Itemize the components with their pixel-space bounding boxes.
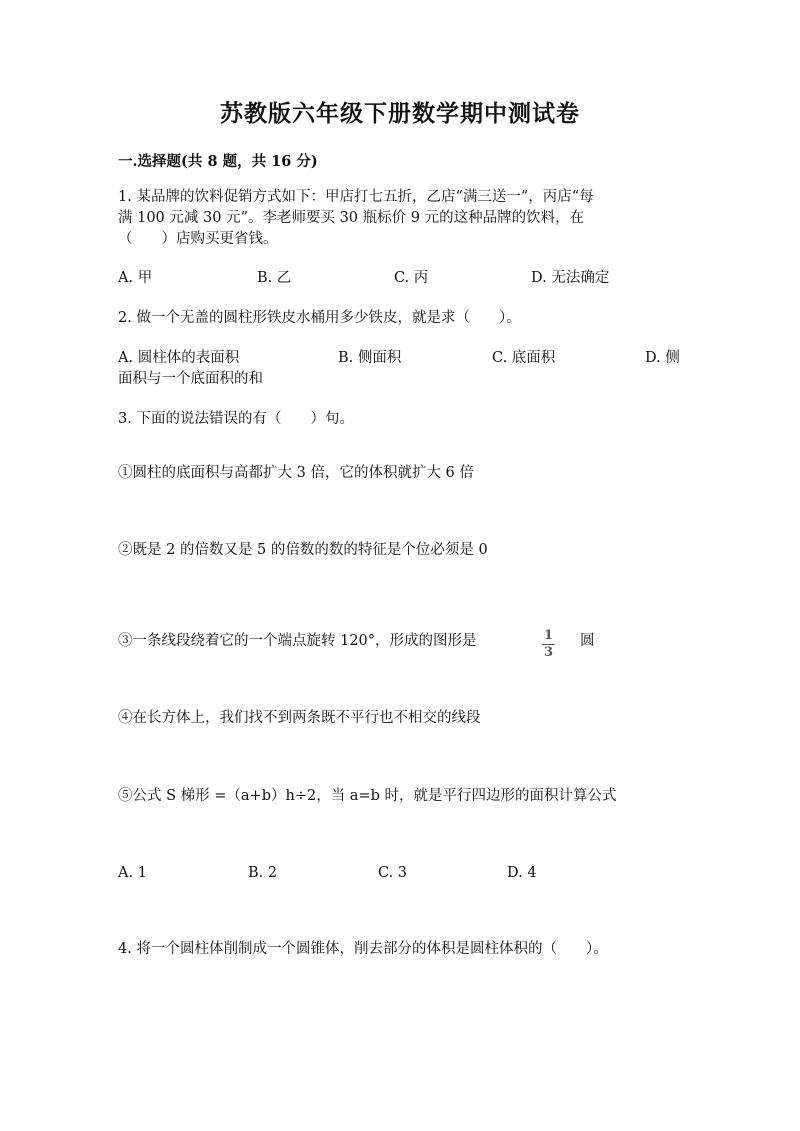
question-1-option-b[interactable]: B. 乙 (257, 270, 292, 286)
question-1-option-c[interactable]: C. 丙 (394, 270, 429, 286)
question-2-option-d-continued: 面积与一个底面积的和 (118, 371, 263, 387)
question-4-stem: 4. 将一个圆柱体削制成一个圆锥体，削去部分的体积是圆柱体积的（ ）。 (118, 941, 608, 957)
question-3-stem: 3. 下面的说法错误的有（ ）句。 (118, 411, 354, 427)
statement-4: ④在长方体上，我们找不到两条既不平行也不相交的线段 (118, 710, 481, 726)
question-2-option-d[interactable]: D. 侧 (645, 350, 680, 366)
question-1-line-1: 1. 某品牌的饮料促销方式如下：甲店打七五折，乙店“满三送一”，丙店“每 (118, 189, 594, 205)
statement-5: ⑤公式 S 梯形 =（a+b）h÷2，当 a=b 时，就是平行四边形的面积计算公式 (118, 788, 617, 804)
question-3-option-a[interactable]: A. 1 (118, 865, 147, 881)
question-1-line-3: （ ）店购买更省钱。 (118, 231, 278, 247)
fraction-numerator: 1 (544, 628, 554, 643)
question-1-option-a[interactable]: A. 甲 (118, 270, 153, 286)
question-3-option-b[interactable]: B. 2 (248, 865, 278, 881)
question-3-option-d[interactable]: D. 4 (507, 865, 537, 881)
statement-1: ①圆柱的底面积与高都扩大 3 倍，它的体积就扩大 6 倍 (118, 465, 474, 481)
question-1-line-2: 满 100 元减 30 元”。李老师要买 30 瓶标价 9 元的这种品牌的饮料，在 (118, 210, 585, 226)
question-1-option-d[interactable]: D. 无法确定 (531, 270, 610, 286)
question-2-option-a[interactable]: A. 圆柱体的表面积 (118, 350, 240, 366)
statement-2: ②既是 2 的倍数又是 5 的倍数的数的特征是个位必须是 0 (118, 542, 488, 558)
fraction-one-third (542, 624, 555, 661)
fraction-denominator: 3 (544, 645, 554, 660)
page-title: 苏教版六年级下册数学期中测试卷 (220, 100, 580, 127)
question-2-option-c[interactable]: C. 底面积 (492, 350, 556, 366)
question-2-stem: 2. 做一个无盖的圆柱形铁皮水桶用多少铁皮，就是求（ ）。 (118, 310, 521, 326)
question-3-option-c[interactable]: C. 3 (378, 865, 408, 881)
statement-3-text: ③一条线段绕着它的一个端点旋转 120°，形成的图形是 (118, 633, 477, 649)
question-2-option-b[interactable]: B. 侧面积 (338, 350, 402, 366)
statement-3-suffix: 圆 (580, 633, 595, 649)
section-header: 一.选择题(共 8 题，共 16 分) (118, 153, 318, 170)
